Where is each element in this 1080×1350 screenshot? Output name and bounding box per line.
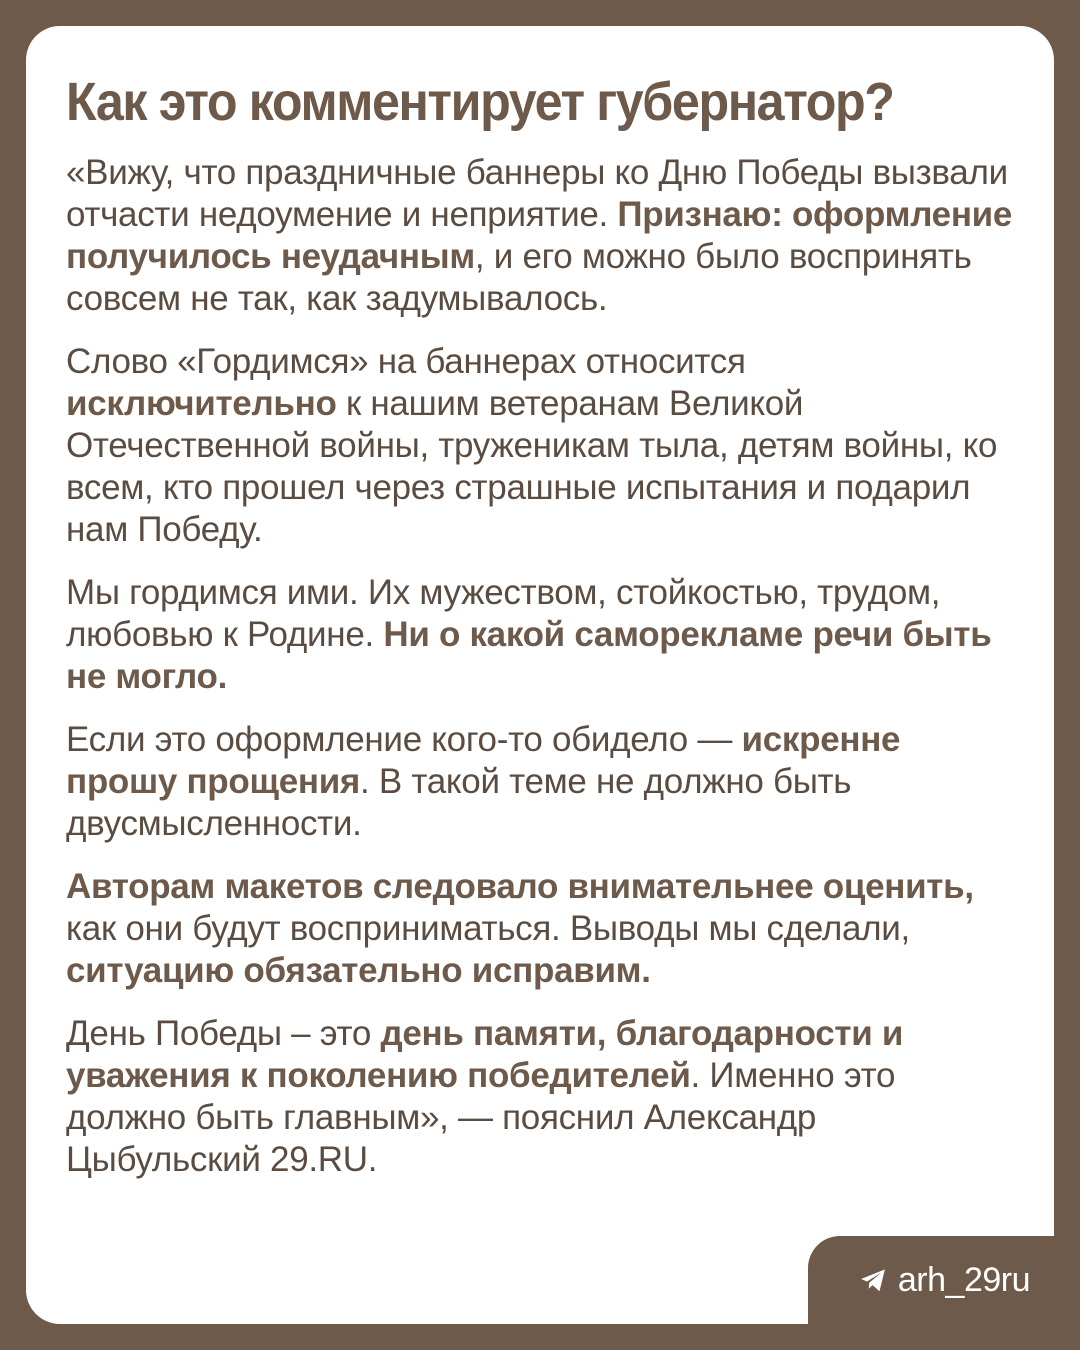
page-title: Как это комментирует губернатор? — [66, 72, 894, 132]
paragraph-text: Если это оформление кого-то обидело — — [66, 720, 742, 760]
paragraph-text: Мы гордимся ими. Их мужеством, стойкостью, трудом, любовью к Родине. — [66, 573, 941, 655]
paragraph-1 — [66, 152, 1014, 320]
channel-badge[interactable] — [808, 1236, 1054, 1324]
highlight-text: искренне прошу прощения — [66, 720, 901, 802]
highlight-text: Ни о какой саморекламе речи быть не могло. — [66, 615, 992, 697]
highlight-text: ситуацию обязательно исправим. — [66, 951, 651, 991]
content-card — [26, 26, 1054, 1324]
paragraph-text: . В такой теме не должно быть двусмысленности. — [66, 762, 852, 844]
highlight-text: исключительно — [66, 384, 337, 424]
paragraph-3 — [66, 572, 1014, 698]
paragraph-4 — [66, 719, 1014, 845]
highlight-text: Авторам макетов следовало внимательнее оценить, — [66, 867, 974, 907]
channel-handle: arh_29ru — [897, 1260, 1030, 1299]
paragraph-text: как они будут восприниматься. Выводы мы сделали, — [66, 909, 910, 949]
paragraph-6 — [66, 1013, 1014, 1181]
paragraph-text: , и его можно было воспринять совсем не так, как задумывалось. — [66, 237, 972, 319]
paragraph-text: День Победы – это — [66, 1014, 381, 1054]
telegram-icon — [858, 1265, 888, 1295]
paragraph-text: . Именно это должно быть главным», — пояснил Александр Цыбульский 29.RU. — [66, 1056, 896, 1180]
paragraph-2 — [66, 341, 1014, 551]
paragraph-text: к нашим ветеранам Великой Отечественной войны, труженикам тыла, детям войны, ко всем, кто прошел через страшные испытания и подарил нам Победу. — [66, 384, 998, 550]
paragraph-text: «Вижу, что праздничные баннеры ко Дню Победы вызвали отчасти недоумение и неприятие. — [66, 153, 1008, 235]
quote-body — [66, 152, 1014, 1181]
highlight-text: день памяти, благодарности и уважения к поколению победителей — [66, 1014, 904, 1096]
paragraph-5 — [66, 866, 1014, 992]
paragraph-text: Слово «Гордимся» на баннерах относится — [66, 342, 746, 382]
highlight-text: Признаю: оформление получилось неудачным — [66, 195, 1013, 277]
